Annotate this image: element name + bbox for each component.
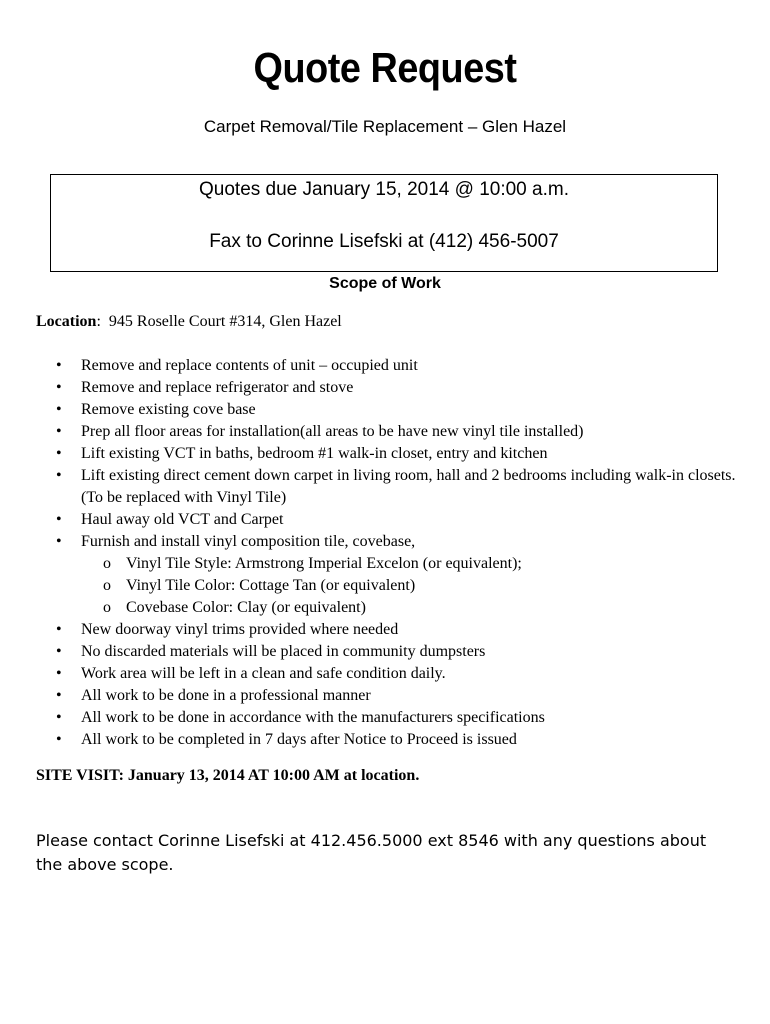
list-item <box>36 663 736 685</box>
list-item-text: Work area will be left in a clean and safe condition daily. <box>81 665 446 682</box>
list-item <box>36 685 736 707</box>
bullet-icon: • <box>56 423 62 440</box>
list-item <box>36 509 736 531</box>
list-item-text: Remove and replace contents of unit – occupied unit <box>81 357 418 374</box>
page-subtitle: Carpet Removal/Tile Replacement – Glen Hazel <box>203 117 567 136</box>
sub-list-item-text: Vinyl Tile Color: Cottage Tan (or equivalent) <box>126 577 416 594</box>
list-item <box>36 443 736 465</box>
fax-text: Fax to Corinne Lisefski at (412) 456-5007 <box>209 231 559 252</box>
tile-spec-sublist <box>81 553 736 619</box>
bullet-icon: • <box>56 445 62 462</box>
list-item <box>36 355 736 377</box>
location-value: 945 Roselle Court #314, Glen Hazel <box>108 313 342 330</box>
circle-bullet-icon: o <box>103 577 111 594</box>
contact-text: Please contact Corinne Lisefski at 412.456.5000 ext 8546 with any questions about the above scope. <box>36 831 707 874</box>
scope-list <box>36 355 736 751</box>
bullet-icon: • <box>56 621 62 638</box>
bullet-icon: • <box>56 731 62 748</box>
location-label: Location <box>36 313 97 330</box>
list-item-text: Lift existing direct cement down carpet in living room, hall and 2 bedrooms including walk-in closets. (To be replaced with Vinyl Tile) <box>81 467 736 506</box>
list-item <box>36 619 736 641</box>
list-item-text: Lift existing VCT in baths, bedroom #1 walk-in closet, entry and kitchen <box>81 445 548 462</box>
list-item-text: Furnish and install vinyl composition tile, covebase, <box>81 533 416 550</box>
list-item <box>36 729 736 751</box>
quote-due-text: Quotes due January 15, 2014 @ 10:00 a.m. <box>199 179 569 200</box>
sub-list-item-text: Vinyl Tile Style: Armstrong Imperial Excelon (or equivalent); <box>126 555 522 572</box>
circle-bullet-icon: o <box>103 599 111 616</box>
list-item-text: All work to be done in a professional manner <box>81 687 371 704</box>
scope-heading: Scope of Work <box>329 275 441 292</box>
bullet-icon: • <box>56 511 62 528</box>
bullet-icon: • <box>56 533 62 550</box>
list-item-text: All work to be done in accordance with the manufacturers specifications <box>81 709 545 726</box>
deadline-box <box>50 174 718 272</box>
sub-list-item <box>81 575 736 597</box>
bullet-icon: • <box>56 467 62 484</box>
bullet-icon: • <box>56 401 62 418</box>
list-item <box>36 421 736 443</box>
list-item-text: Remove and replace refrigerator and stove <box>81 379 354 396</box>
bullet-icon: • <box>56 665 62 682</box>
circle-bullet-icon: o <box>103 555 111 572</box>
bullet-icon: • <box>56 643 62 660</box>
sub-list-item <box>81 597 736 619</box>
location-colon: : <box>96 313 101 330</box>
list-item-text: Remove existing cove base <box>81 401 256 418</box>
site-visit-text: SITE VISIT: January 13, 2014 AT 10:00 AM at location. <box>36 767 420 784</box>
sub-list-item <box>81 553 736 575</box>
list-item <box>36 465 736 509</box>
bullet-icon: • <box>56 709 62 726</box>
list-item-text: All work to be completed in 7 days after Notice to Proceed is issued <box>81 731 517 748</box>
list-item <box>36 531 736 619</box>
list-item <box>36 641 736 663</box>
bullet-icon: • <box>56 379 62 396</box>
page-title: Quote Request <box>253 44 517 91</box>
list-item-text: No discarded materials will be placed in community dumpsters <box>81 643 486 660</box>
sub-list-item-text: Covebase Color: Clay (or equivalent) <box>126 599 366 616</box>
list-item-text: Prep all floor areas for installation(all areas to be have new vinyl tile installed) <box>81 423 584 440</box>
list-item <box>36 399 736 421</box>
bullet-icon: • <box>56 687 62 704</box>
bullet-icon: • <box>56 357 62 374</box>
location-line <box>36 313 342 331</box>
list-item <box>36 707 736 729</box>
list-item-text: Haul away old VCT and Carpet <box>81 511 284 528</box>
list-item-text: New doorway vinyl trims provided where needed <box>81 621 399 638</box>
list-item <box>36 377 736 399</box>
